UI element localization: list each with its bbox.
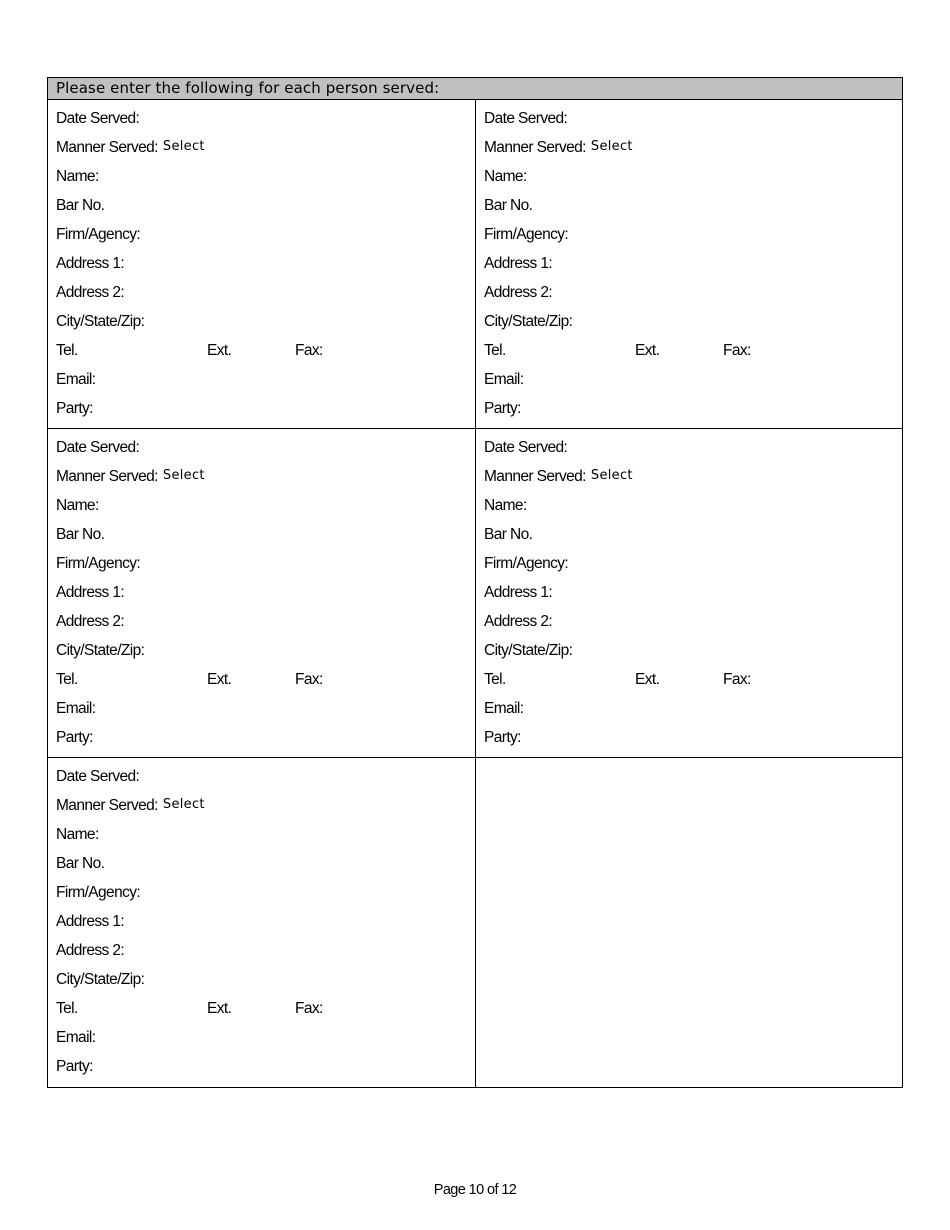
ext-label[interactable]: Ext. [635, 671, 660, 688]
ext-label[interactable]: Ext. [635, 342, 660, 359]
bar-no-label[interactable]: Bar No. [484, 526, 533, 543]
address-1-label[interactable]: Address 1: [484, 584, 553, 601]
person-block-1 [48, 100, 476, 429]
manner-served-select[interactable]: Select [162, 468, 205, 483]
firm-agency-label[interactable]: Firm/Agency: [56, 226, 141, 243]
email-label[interactable]: Email: [56, 1029, 96, 1046]
manner-served-label: Manner Served: [484, 139, 586, 156]
address-2-label[interactable]: Address 2: [484, 613, 553, 630]
tel-label[interactable]: Tel. [56, 1000, 78, 1017]
date-served-label[interactable]: Date Served: [56, 439, 140, 456]
fax-label[interactable]: Fax: [723, 342, 751, 359]
email-label[interactable]: Email: [56, 371, 96, 388]
phone-row [56, 996, 475, 1025]
party-label[interactable]: Party: [56, 729, 93, 746]
fax-label[interactable]: Fax: [295, 342, 323, 359]
date-served-label[interactable]: Date Served: [484, 439, 568, 456]
name-label[interactable]: Name: [56, 826, 99, 843]
email-label[interactable]: Email: [484, 371, 524, 388]
ext-label[interactable]: Ext. [207, 671, 232, 688]
manner-served-select[interactable]: Select [162, 797, 205, 812]
date-served-label[interactable]: Date Served: [56, 110, 140, 127]
manner-served-label: Manner Served: [56, 139, 158, 156]
phone-row [484, 667, 902, 696]
manner-served-select[interactable]: Select [590, 468, 633, 483]
persons-served-table [47, 77, 903, 1088]
name-label[interactable]: Name: [484, 497, 527, 514]
manner-served-label: Manner Served: [56, 468, 158, 485]
party-label[interactable]: Party: [56, 400, 93, 417]
manner-served-row [56, 135, 475, 164]
address-1-label[interactable]: Address 1: [56, 584, 125, 601]
manner-served-row [484, 135, 902, 164]
address-2-label[interactable]: Address 2: [56, 942, 125, 959]
manner-served-label: Manner Served: [56, 797, 158, 814]
email-label[interactable]: Email: [484, 700, 524, 717]
manner-served-row [484, 464, 902, 493]
bar-no-label[interactable]: Bar No. [56, 526, 105, 543]
phone-row [56, 338, 475, 367]
manner-served-select[interactable]: Select [162, 139, 205, 154]
name-label[interactable]: Name: [56, 497, 99, 514]
person-block-3 [48, 429, 476, 758]
address-1-label[interactable]: Address 1: [56, 913, 125, 930]
firm-agency-label[interactable]: Firm/Agency: [56, 555, 141, 572]
person-block-2 [476, 100, 902, 429]
bar-no-label[interactable]: Bar No. [484, 197, 533, 214]
ext-label[interactable]: Ext. [207, 342, 232, 359]
party-label[interactable]: Party: [484, 729, 521, 746]
firm-agency-label[interactable]: Firm/Agency: [484, 226, 569, 243]
fax-label[interactable]: Fax: [295, 1000, 323, 1017]
party-label[interactable]: Party: [56, 1058, 93, 1075]
persons-grid [48, 100, 902, 1087]
manner-served-select[interactable]: Select [590, 139, 633, 154]
address-2-label[interactable]: Address 2: [484, 284, 553, 301]
party-label[interactable]: Party: [484, 400, 521, 417]
address-1-label[interactable]: Address 1: [56, 255, 125, 272]
tel-label[interactable]: Tel. [56, 342, 78, 359]
date-served-label[interactable]: Date Served: [484, 110, 568, 127]
manner-served-row [56, 793, 475, 822]
firm-agency-label[interactable]: Firm/Agency: [56, 884, 141, 901]
person-block-5 [48, 758, 476, 1087]
tel-label[interactable]: Tel. [484, 342, 506, 359]
firm-agency-label[interactable]: Firm/Agency: [484, 555, 569, 572]
name-label[interactable]: Name: [484, 168, 527, 185]
address-2-label[interactable]: Address 2: [56, 613, 125, 630]
city-state-zip-label[interactable]: City/State/Zip: [56, 971, 145, 988]
tel-label[interactable]: Tel. [56, 671, 78, 688]
city-state-zip-label[interactable]: City/State/Zip: [484, 642, 573, 659]
fax-label[interactable]: Fax: [295, 671, 323, 688]
fax-label[interactable]: Fax: [723, 671, 751, 688]
bar-no-label[interactable]: Bar No. [56, 855, 105, 872]
table-header: Please enter the following for each person served: [48, 78, 902, 100]
city-state-zip-label[interactable]: City/State/Zip: [56, 313, 145, 330]
empty-cell [476, 758, 902, 1087]
city-state-zip-label[interactable]: City/State/Zip: [56, 642, 145, 659]
manner-served-label: Manner Served: [484, 468, 586, 485]
address-1-label[interactable]: Address 1: [484, 255, 553, 272]
tel-label[interactable]: Tel. [484, 671, 506, 688]
name-label[interactable]: Name: [56, 168, 99, 185]
person-block-4 [476, 429, 902, 758]
manner-served-row [56, 464, 475, 493]
address-2-label[interactable]: Address 2: [56, 284, 125, 301]
email-label[interactable]: Email: [56, 700, 96, 717]
phone-row [484, 338, 902, 367]
page-number: Page 10 of 12 [433, 1182, 517, 1198]
date-served-label[interactable]: Date Served: [56, 768, 140, 785]
phone-row [56, 667, 475, 696]
bar-no-label[interactable]: Bar No. [56, 197, 105, 214]
city-state-zip-label[interactable]: City/State/Zip: [484, 313, 573, 330]
ext-label[interactable]: Ext. [207, 1000, 232, 1017]
